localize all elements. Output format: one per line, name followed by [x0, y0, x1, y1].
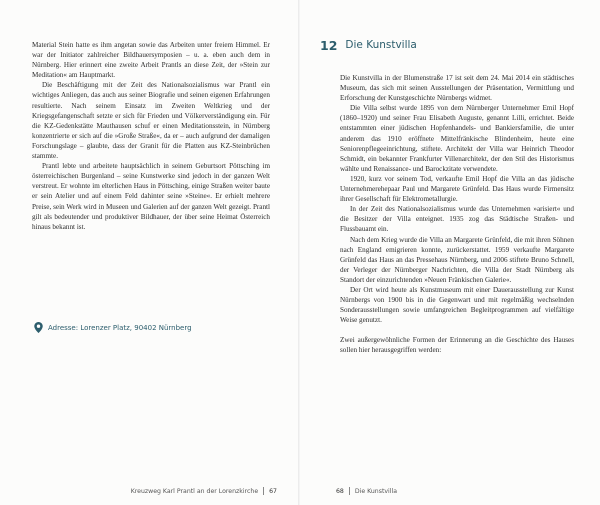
map-pin-icon — [34, 322, 43, 333]
right-paragraph: Die Kunstvilla in der Blumenstraße 17 ist seit dem 24. Mai 2014 ein städtisches Museum, das sich mit seinen Ausstellungen der Präsentation, Vermittlung und Erforschung der Kunstgeschichte Nürnbergs widmet. — [340, 74, 574, 103]
address-line — [34, 322, 192, 333]
chapter-number: 12 — [320, 37, 338, 53]
chapter-heading — [320, 37, 417, 53]
right-paragraph: In der Zeit des Nationalsozialismus wurde das Unternehmen »arisiert« und die Besitzer der Villa enteignet. 1935 zog das Städtische Straßen- und Flussbauamt ein. — [340, 205, 574, 234]
footer-divider — [349, 487, 350, 495]
footer-divider — [263, 487, 264, 495]
right-body-text — [340, 73, 574, 356]
left-running-title: Kreuzweg Karl Prantl an der Lorenzkirche — [130, 487, 259, 495]
left-paragraph: Die Beschäftigung mit der Zeit des Nationalsozialismus war Prantl ein wichtiges Anliegen, das auch aus seiner Biografie und seinen eigenen Erfahrungen resultierte. Nach seinem Einsatz im Zweiten Weltkrieg und der Kriegsgefangenschaft setzte er sich für Frieden und Völkerverständigung ein. Für die KZ-Gedenkstätte Mauthausen schuf er einen Meditationsstein, in Nürnberg konzentrierte er sich auf die »Große Straße«, da er – auch aufgrund der damaligen Forschungslage – glaubte, dass der Granit für die Platten aus KZ-Steinbrüchen stammte. — [32, 81, 270, 161]
right-paragraph: 1920, kurz vor seinem Tod, verkaufte Emil Hopf die Villa an das jüdische Unternehmerehepaar Paul und Margarete Grünfeld. Das Haus wurde Firmensitz ihrer Gesellschaft für Elektrometallurgie. — [340, 174, 574, 204]
left-page-number: 67 — [269, 487, 277, 495]
right-paragraph: Zwei außergewöhnliche Formen der Erinnerung an die Geschichte des Hauses sollen hier herausgegriffen werden: — [340, 336, 574, 355]
right-paragraph: Die Villa selbst wurde 1895 von dem Nürnberger Unternehmer Emil Hopf (1860–1920) und seiner Frau Elisabeth Auguste, genannt Lilli, errichtet. Beide entstammten einer jüdischen Hopfenhandels- und Bankiersfamilie, die unter anderem das 1910 eröffnete Mittelfränkische Blindenheim, heute eine Seniorenpflegeeinrichtung, stiftete. Architekt der Villa war Heinrich Theodor Schmidt, ein bekannter Frankfurter Villenarchitekt, der den Stil des Historismus wählte und Renaissance- und Barockzitate verwendete. — [340, 104, 574, 173]
right-paragraph: Nach dem Krieg wurde die Villa an Margarete Grünfeld, die mit ihren Söhnen nach England emigrieren konnte, zurückerstattet. 1959 verkaufte Margarete Grünfeld das Haus an das Pressehaus Nürnberg, und 2006 stiftete Bruno Schnell, der Verleger der Nürnberger Nachrichten, die Villa der Stadt Nürnberg als Standort der einzurichtenden »Neuen Fränkischen Galerie«. — [340, 235, 574, 284]
left-footer — [131, 487, 277, 495]
left-paragraph: Material Stein hatte es ihm angetan sowie das Arbeiten unter freiem Himmel. Er war der Initiator zahlreicher Bildhauersymposien – u. a. eben auch dem in Nürnberg. Hier erinnert eine zweite Arbeit Prantls an diese Zeit, der »Stein zur Meditation« am Hauptmarkt. — [32, 41, 270, 80]
left-body-text — [32, 40, 270, 232]
chapter-title: Die Kunstvilla — [345, 39, 417, 51]
left-paragraph: Prantl lebte und arbeitete hauptsächlich in seinem Geburtsort Pöttsching im österreichischen Burgenland – seine Kunstwerke sind jedoch in der ganzen Welt verstreut. Er wohnte im elterlichen Haus in Pöttsching, einige Straßen weiter baute er sein Atelier und auf einem Feld dahinter seine »Steine«. Er erhielt mehrere Preise, sein Werk wird in Museen und Galerien auf der ganzen Welt gezeigt. Prantl gilt als bedeutender und produktiver Bildhauer, der über seine Heimat Österreich hinaus bekannt ist. — [32, 162, 270, 231]
right-page — [300, 0, 600, 505]
right-paragraph: Der Ort wird heute als Kunstmuseum mit einer Dauerausstellung zur Kunst Nürnbergs von 1900 bis in die Gegenwart und mit regelmäßig wechselnden Sonderausstellungen sowie umfangreichen Begleitprogrammen auf vielfältige Weise genutzt. — [340, 285, 574, 325]
right-running-title: Die Kunstvilla — [354, 487, 397, 495]
right-page-number: 68 — [336, 487, 344, 495]
right-footer — [336, 487, 397, 495]
left-page — [0, 0, 299, 505]
address-text: Adresse: Lorenzer Platz, 90402 Nürnberg — [48, 323, 192, 332]
paragraph-spacer — [340, 325, 574, 335]
